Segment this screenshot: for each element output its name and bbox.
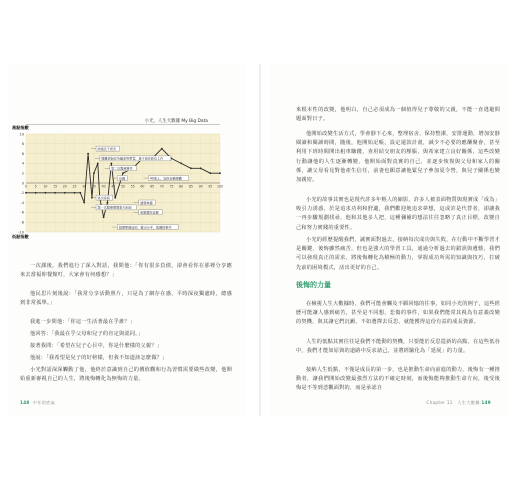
series-point: [97, 163, 99, 165]
x-tick-label: 85: [188, 184, 193, 189]
series-point: [93, 172, 95, 174]
series-point: [110, 163, 112, 165]
section-title: 後悔的力量: [296, 281, 331, 289]
y-tick-label: -10: [18, 230, 24, 235]
x-tick-label: 20: [62, 184, 67, 189]
series-point: [161, 148, 163, 150]
series-point: [122, 172, 124, 174]
right-page: [270, 64, 508, 416]
series-point: [64, 192, 66, 194]
right-paragraph-5: 在檢視人生大數據時，我們可能會觸及不願回憶的往事，如同小光的例子，這些經歷可能讓人感到痛苦，甚至是不同想，悲傷的事件，如果我們能常其視為有意義改變的契機，與其讓它們沉澱，不如選擇去反思，就能獲得這份有益的成長資源。: [296, 301, 500, 326]
left-paragraph-2: 他民思片刻後說：「我常分享活動照片，只是為了網存在感，平時深夜獨處時，總感到非常孤單。」: [20, 291, 232, 307]
x-tick-label: 55: [130, 184, 135, 189]
y-tick-label: 4: [21, 161, 24, 166]
left-paragraph-1: 一次課後，我們進行了深入對話，我問他：「你有很多負債，卻會看你在那裡分享應來去當福仰餐館叮，大家會有何感想？」: [20, 263, 232, 279]
y-tick-label: 2: [21, 171, 24, 176]
series-point: [83, 202, 85, 204]
series-point: [107, 202, 109, 204]
right-page-number: 149: [481, 400, 491, 405]
x-tick-label: 25: [72, 184, 77, 189]
y-tick-label: 0: [21, 181, 24, 186]
series-point: [35, 192, 37, 194]
annotation-label: 第一次醫療期間業天紀前: [97, 205, 132, 210]
y-tick-label: -8: [20, 220, 24, 225]
right-paragraph-2: 他開始改變生活方式，學會靜下心來，整理宿舍，保持整潔，安排運動，增加安靜閱讀和閱讀時間，隨後，他開始記帳，設定還款計畫，減少不必要的應酬聚會，甚至利用下班時間開出租車賺錢，查用結交朋友的壓脹，與希家建立良好關係，這些改變行動讓他的人生逐漸轉變，他開始面對真實的自己，並逐步恢復與父母和家人的關係，讓父母看見對他產生信任，前妻也願意讓他緊兒子參加夏令營，與兒子關係也變加親密。: [296, 131, 500, 184]
right-paragraph-4: 小光的經歷提醒我們，誠實面對過去，接納每次成功與失敗，在行動中不斷學習才是關鍵，後悔雖然痛苦，但也是強大的學習工具，通過分析過去的錯誤與遺憾，我們可以發現真正的需求，將後悔轉化為積極的動力，掌握成功所需的知識與技巧，打破先前的困境模式，活出更好的自己。: [296, 237, 500, 271]
x-tick-label: 60: [140, 184, 145, 189]
annotation-label: 搬離原始住所雖而用帶書，妻子前往新位工作: [101, 156, 164, 161]
annotation-label: 頒獎典禮: [140, 200, 153, 205]
x-tick-label: 5: [34, 184, 37, 189]
left-paragraph-4: 他回答：「我最在乎父母和兒子的肯定與認同。」: [30, 331, 144, 337]
left-page: [8, 64, 246, 416]
left-running-title: 中年的底氣: [32, 400, 56, 405]
x-tick-label: 65: [150, 184, 155, 189]
series-point: [114, 197, 116, 199]
chart-ylabel-top: 高點指數: [12, 125, 29, 130]
series-point: [103, 216, 105, 218]
annotation-label: 第二次醫療事件: [111, 166, 133, 171]
left-paragraph-5: 接著我問：「希望在兒子心目中，你是什麼樣的父親？」: [30, 343, 163, 349]
x-tick-label: 100: [216, 184, 224, 189]
right-paragraph-1: 來根本性的改變，他明白，自己必須成為一個值得兒子尊敬的父親，不能一直逃避問題面對日子。: [296, 107, 500, 123]
annotation-label: 逃出家庭: [97, 195, 110, 200]
annotation-label: 說服醫院並解: [140, 210, 159, 215]
series-point: [74, 192, 76, 194]
series-point: [209, 172, 211, 174]
x-tick-label: 50: [120, 184, 126, 189]
chart-title: 小光，人生大數據 My Big Data: [144, 119, 208, 124]
x-tick-label: 95: [208, 184, 213, 189]
x-tick-label: 0: [24, 184, 28, 189]
x-tick-label: 80: [179, 184, 184, 189]
right-paragraph-6: 人生的低點其實往往是我們不能動的契機，只要能於反思從新的高點、在這些低谷中，我們才能如原與的道路中反求諸己，並將經驗化為「延展」的力量。: [296, 339, 500, 355]
x-tick-label: 70: [159, 184, 164, 189]
x-tick-label: 10: [43, 184, 48, 189]
annotation-label: 有趣: [118, 176, 126, 181]
annotation-label: 40歲上，安排音樂課體: [149, 176, 182, 181]
x-tick-label: 75: [169, 184, 174, 189]
y-tick-label: -2: [20, 191, 24, 196]
x-tick-label: 15: [53, 184, 58, 189]
x-tick-label: 30: [82, 184, 87, 189]
right-running-title: Chapter 11 人生大數據: [426, 400, 480, 405]
left-page-number: 148: [20, 400, 30, 405]
x-tick-label: 40: [101, 184, 106, 189]
x-tick-label: 35: [91, 184, 96, 189]
series-point: [180, 163, 182, 165]
chart-ylabel-bottom: 低點指數: [12, 234, 29, 239]
series-point: [54, 192, 56, 194]
y-tick-label: 10: [19, 132, 24, 137]
series-point: [87, 153, 89, 155]
series-point: [190, 167, 192, 169]
right-paragraph-7: 接納人生低點，不僅是成長的第一步，也是推動生命向前進的動力，後悔有一種推動者，讓我們開始改變最強烈方法的不確定時刻，而後悔能夠推動生命方向，後受後悔是不等到悲觀面對的，而是承認自: [296, 367, 500, 392]
left-paragraph-6: 他說：「我希望是兒子的好榜樣，但我不知道該怎麼做？」: [30, 355, 168, 361]
series-point: [45, 192, 47, 194]
book-spine: [259, 64, 261, 416]
y-tick-label: -4: [20, 200, 24, 205]
chart-plot-area: [18, 132, 223, 234]
annotation-label: 婚期準備成約，撥出分手，報題很事件: [118, 225, 172, 230]
left-folio: [20, 400, 55, 406]
series-point: [25, 192, 27, 194]
left-paragraph-3: 我進一步問他：「你這一生活著最在乎誰？」: [30, 319, 136, 325]
right-folio: [426, 400, 494, 406]
series-point: [219, 172, 221, 174]
series-point: [79, 192, 81, 194]
left-paragraph-7: 小光對話深深觸動了他，他終於意識到自己的價值觀和行為習慣需要做些改變，他開始重新審視自己的人生，將後悔轉化為無悔的力量。: [20, 367, 232, 383]
y-tick-label: 6: [21, 151, 24, 156]
x-tick-label: 90: [198, 184, 203, 189]
y-tick-label: 8: [21, 142, 24, 147]
right-paragraph-3: 小光的故事其實也是現代許多年輕人的縮影，許多人被表面物質與現實成「成為」吸引力誘惑，於是追求功利和舒適，我們歡迎地追求夢想，這或許是代替者，卻讓我一再步驟規劃找尋，他和其他多人把，這種彌補的想法往往忽略了真正目標，改變自己和努力實踐的重要性。: [296, 197, 500, 231]
y-tick-label: -6: [20, 210, 24, 215]
annotation-label: 結婚且子把有: [97, 146, 117, 151]
x-tick-label: 45: [111, 184, 116, 189]
life-data-chart: [8, 116, 246, 240]
series-point: [200, 167, 202, 169]
